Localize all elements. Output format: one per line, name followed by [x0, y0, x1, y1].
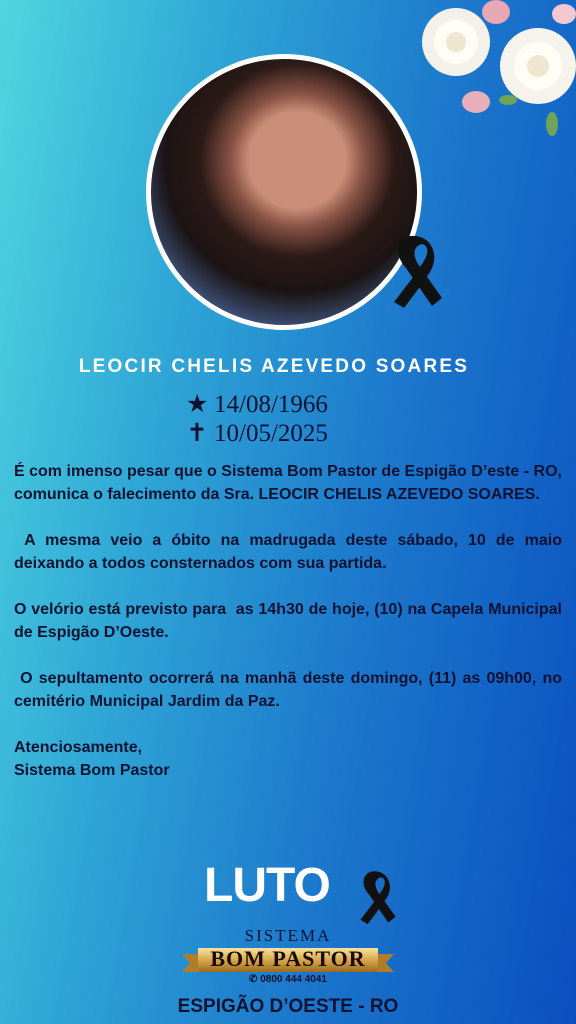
- death-date: 10/05/2025: [214, 420, 328, 447]
- mourning-ribbon-icon: [356, 862, 400, 932]
- cross-icon: ✝: [186, 420, 208, 447]
- luto-heading: LUTO: [204, 859, 330, 912]
- logo-phone: ✆ 0800 444 4041: [249, 974, 327, 985]
- star-icon: ★: [186, 391, 209, 418]
- paragraph: É com imenso pesar que o Sistema Bom Pastor de Espigão D’este - RO, comunica o falecimento da Sra. LEOCIR CHELIS AZEVEDO SOARES.: [14, 463, 571, 503]
- portrait-photo: [146, 54, 422, 330]
- mourning-ribbon-icon: [388, 232, 448, 310]
- signature: Sistema Bom Pastor: [14, 762, 170, 779]
- death-row: [186, 419, 406, 448]
- dates-block: [186, 390, 406, 448]
- birth-row: [186, 390, 406, 419]
- white-roses-decoration: [416, 0, 576, 150]
- announcement-text: [14, 460, 571, 782]
- birth-date: 14/08/1966: [214, 391, 328, 418]
- deceased-name: LEOCIR CHELIS AZEVEDO SOARES: [78, 356, 470, 377]
- closing: Atenciosamente,: [14, 739, 143, 756]
- paragraph: O velório está previsto para as 14h30 de hoje, (10) na Capela Municipal de Espigão D’Oeste.: [14, 601, 567, 641]
- paragraph: O sepultamento ocorrerá na manhã deste domingo, (11) as 09h00, no cemitério Municipal Jardim da Paz.: [14, 670, 567, 710]
- logo-bom-pastor: BOM PASTOR: [210, 946, 366, 971]
- city-label: ESPIGÃO D’OESTE - RO: [177, 996, 399, 1017]
- logo-sistema: SISTEMA: [244, 926, 332, 945]
- paragraph: A mesma veio a óbito na madrugada deste sábado, 10 de maio deixando a todos consternados com sua partida.: [14, 532, 567, 572]
